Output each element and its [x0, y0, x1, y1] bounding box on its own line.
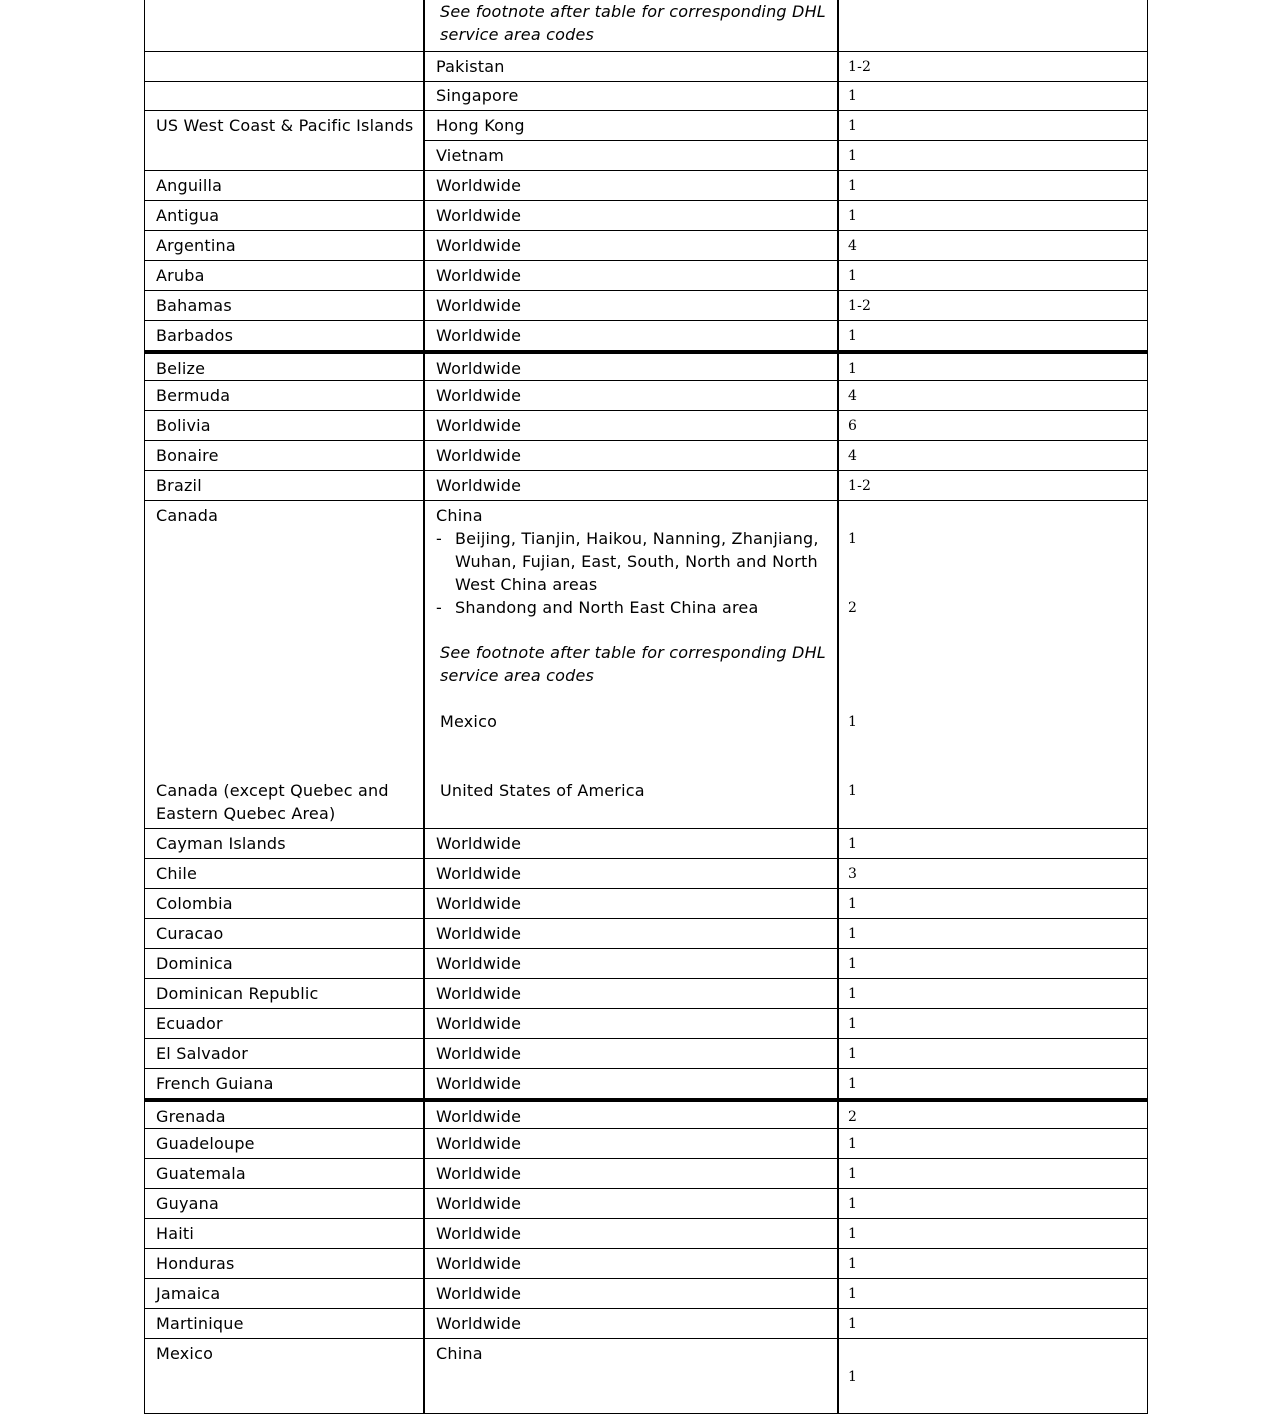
destination-cell: [425, 171, 839, 200]
destination-cell: [425, 52, 839, 81]
value-text: 1: [848, 836, 858, 852]
origin-cell: [145, 1189, 425, 1218]
value-text: 1: [848, 956, 858, 972]
value-cell: [839, 979, 1147, 1008]
value-text: 3: [848, 866, 858, 882]
origin-text: Guyana: [156, 1194, 219, 1213]
origin-text: Bonaire: [156, 446, 219, 465]
origin-text: Ecuador: [156, 1014, 223, 1033]
origin-cell: [145, 949, 425, 978]
destination-cell: [425, 949, 839, 978]
destination-text: Worldwide: [436, 954, 522, 973]
destination-text: Worldwide: [436, 1224, 522, 1243]
value-text: 1: [848, 1166, 858, 1182]
destination-text: Worldwide: [436, 1044, 522, 1063]
table-row: [144, 919, 1148, 949]
destination-cell: [425, 919, 839, 948]
origin-cell: [145, 411, 425, 440]
value-cell: [839, 381, 1147, 410]
destination-cell: [425, 354, 839, 380]
destination-text: Pakistan: [436, 57, 505, 76]
value-cell: [839, 1039, 1147, 1068]
origin-cell: [145, 829, 425, 858]
table-row: [144, 261, 1148, 291]
destination-cell: [425, 1219, 839, 1248]
value-text: 2: [848, 1109, 858, 1125]
origin-cell: [145, 1219, 425, 1248]
origin-cell: [145, 1249, 425, 1278]
destination-text: China: [436, 1344, 483, 1363]
destination-text: Worldwide: [436, 296, 522, 315]
origin-cell: [145, 1009, 425, 1038]
origin-text: Canada: [156, 506, 219, 525]
destination-cell: [425, 411, 839, 440]
value-cell: [839, 1129, 1147, 1158]
destination-text: Worldwide: [436, 1074, 522, 1093]
destination-text: United States of America: [440, 781, 645, 800]
value-text: 1: [848, 328, 858, 344]
value-cell: [839, 201, 1147, 230]
origin-cell: [145, 889, 425, 918]
value-cell: [839, 141, 1147, 170]
origin-text: Jamaica: [156, 1284, 221, 1303]
table-row: [144, 231, 1148, 261]
destination-cell: [425, 889, 839, 918]
table-row: [144, 411, 1148, 441]
table-row: [144, 1039, 1148, 1069]
value-cell: [839, 501, 1147, 828]
bullet-text: Wuhan, Fujian, East, South, North and North: [455, 552, 818, 571]
origin-cell: [145, 441, 425, 470]
origin-cell: [145, 82, 425, 110]
value-text: 1: [848, 783, 858, 799]
destination-cell: [425, 1249, 839, 1278]
bullet-text: Shandong and North East China area: [455, 598, 759, 617]
origin-text: Belize: [156, 359, 206, 378]
destination-cell: [425, 1009, 839, 1038]
bullet-dash: -: [436, 598, 442, 617]
origin-text: Guatemala: [156, 1164, 246, 1183]
destination-text: Worldwide: [436, 1107, 522, 1126]
origin-cell: [145, 1039, 425, 1068]
destination-text: Worldwide: [436, 1014, 522, 1033]
value-text: 1: [848, 1226, 858, 1242]
origin-text: Barbados: [156, 326, 234, 345]
value-cell: [839, 231, 1147, 260]
origin-cell: [145, 1159, 425, 1188]
origin-cell: [145, 171, 425, 200]
destination-text: China: [436, 506, 483, 525]
footnote-note: service area codes: [440, 25, 595, 44]
destination-cell: [425, 1339, 839, 1413]
table-row: [144, 441, 1148, 471]
value-text: 1: [848, 1369, 858, 1385]
value-text: 6: [848, 418, 858, 434]
origin-text: French Guiana: [156, 1074, 274, 1093]
value-text: 1: [848, 268, 858, 284]
value-cell: [839, 1189, 1147, 1218]
table-row: [144, 979, 1148, 1009]
bullet-dash: -: [436, 529, 442, 548]
destination-cell: [425, 111, 839, 140]
table-row: [144, 201, 1148, 231]
table-row: [144, 0, 1148, 52]
origin-cell: [145, 1129, 425, 1158]
value-cell: [839, 471, 1147, 500]
destination-text: Worldwide: [436, 894, 522, 913]
table-row: [144, 1309, 1148, 1339]
value-text: 1-2: [848, 59, 872, 75]
table-row: [144, 1009, 1148, 1039]
value-text: 4: [848, 448, 858, 464]
destination-cell: [425, 321, 839, 350]
destination-cell: [425, 829, 839, 858]
value-text: 1: [848, 986, 858, 1002]
table-row: [144, 1099, 1148, 1129]
destination-cell: [425, 82, 839, 110]
destination-text: Worldwide: [436, 1164, 522, 1183]
origin-text: Bermuda: [156, 386, 231, 405]
destination-text: Mexico: [440, 712, 498, 731]
origin-text: Guadeloupe: [156, 1134, 255, 1153]
value-cell: [839, 321, 1147, 350]
value-cell: [839, 1102, 1147, 1128]
destination-text: Worldwide: [436, 386, 522, 405]
origin-cell: [145, 381, 425, 410]
destination-text: Worldwide: [436, 924, 522, 943]
origin-cell: [145, 501, 425, 828]
destination-cell: [425, 141, 839, 170]
destination-cell: [425, 1039, 839, 1068]
value-cell: [839, 1249, 1147, 1278]
origin-text: Bolivia: [156, 416, 211, 435]
value-text: 1: [848, 1136, 858, 1152]
value-cell: [839, 829, 1147, 858]
value-cell: [839, 82, 1147, 110]
value-cell: [839, 1339, 1147, 1413]
value-text: 1: [848, 148, 858, 164]
destination-text: Worldwide: [436, 834, 522, 853]
destination-cell: [425, 261, 839, 290]
table-row: [144, 829, 1148, 859]
origin-text: Mexico: [156, 1344, 214, 1363]
table-row: [144, 949, 1148, 979]
origin-cell: [145, 201, 425, 230]
table-row: [144, 1219, 1148, 1249]
origin-text: Bahamas: [156, 296, 232, 315]
value-cell: [839, 1309, 1147, 1338]
destination-text: Worldwide: [436, 1314, 522, 1333]
table-row: [144, 471, 1148, 501]
table-row: [144, 82, 1148, 111]
destination-cell: [425, 859, 839, 888]
value-text: 1: [848, 1076, 858, 1092]
value-text: 1: [848, 531, 858, 547]
destination-text: Worldwide: [436, 326, 522, 345]
table-row: [144, 321, 1148, 351]
destination-text: Worldwide: [436, 1284, 522, 1303]
origin-text: Anguilla: [156, 176, 223, 195]
value-text: 1: [848, 1016, 858, 1032]
value-text: 1: [848, 1316, 858, 1332]
table-row: [144, 171, 1148, 201]
table-row: [144, 1189, 1148, 1219]
destination-text: Worldwide: [436, 236, 522, 255]
value-cell: [839, 859, 1147, 888]
table-row: [144, 1159, 1148, 1189]
value-text: 1: [848, 88, 858, 104]
table-row: [144, 859, 1148, 889]
origin-cell: [145, 291, 425, 320]
origin-text: Aruba: [156, 266, 205, 285]
destination-text: Worldwide: [436, 476, 522, 495]
destination-cell: [425, 979, 839, 1008]
bullet-text: Beijing, Tianjin, Haikou, Nanning, Zhanjiang,: [455, 529, 819, 548]
value-text: 1: [848, 1256, 858, 1272]
origin-cell: [145, 919, 425, 948]
origin-cell: [145, 111, 425, 170]
origin-text: Grenada: [156, 1107, 226, 1126]
destination-text: Worldwide: [436, 1254, 522, 1273]
destination-cell: [425, 1129, 839, 1158]
origin-cell: [145, 321, 425, 350]
value-text: 1-2: [848, 478, 872, 494]
destination-text: Singapore: [436, 86, 519, 105]
destination-text: Worldwide: [436, 1134, 522, 1153]
shipping-table: [144, 0, 1148, 1414]
destination-text: Vietnam: [436, 146, 505, 165]
destination-cell: [425, 1189, 839, 1218]
value-text: 1: [848, 118, 858, 134]
destination-text: Worldwide: [436, 359, 522, 378]
origin-text: Canada (except Quebec and: [156, 781, 389, 800]
destination-cell: [425, 201, 839, 230]
table-row: [144, 52, 1148, 82]
value-cell: [839, 1159, 1147, 1188]
table-row: [425, 141, 1147, 170]
origin-text: Curacao: [156, 924, 224, 943]
origin-cell: [145, 1279, 425, 1308]
origin-cell: [145, 261, 425, 290]
origin-text: Haiti: [156, 1224, 194, 1243]
value-text: 1: [848, 1046, 858, 1062]
value-cell: [839, 889, 1147, 918]
value-text: 4: [848, 238, 858, 254]
destination-cell: [425, 0, 839, 51]
value-cell: [839, 441, 1147, 470]
value-cell: [839, 411, 1147, 440]
value-text: 2: [848, 600, 858, 616]
destination-text: Worldwide: [436, 446, 522, 465]
origin-text: Argentina: [156, 236, 236, 255]
value-cell: [839, 0, 1147, 51]
value-text: 1: [848, 361, 858, 377]
value-text: 1: [848, 896, 858, 912]
value-text: 1-2: [848, 298, 872, 314]
value-text: 1: [848, 1196, 858, 1212]
destination-text: Worldwide: [436, 416, 522, 435]
value-text: 4: [848, 388, 858, 404]
destination-cell: [425, 381, 839, 410]
destination-cell: [425, 291, 839, 320]
destination-text: Worldwide: [436, 1194, 522, 1213]
origin-cell: [145, 859, 425, 888]
table-row: [144, 381, 1148, 411]
footnote-note: service area codes: [440, 666, 595, 685]
table-row-mexico: [144, 1339, 1148, 1414]
value-cell: [839, 52, 1147, 81]
value-text: 1: [848, 926, 858, 942]
value-text: 1: [848, 178, 858, 194]
destination-text: Worldwide: [436, 176, 522, 195]
table-row: [144, 1129, 1148, 1159]
destination-cell: [425, 1309, 839, 1338]
table-row: [144, 1069, 1148, 1099]
origin-cell: [145, 52, 425, 81]
origin-cell: [145, 1102, 425, 1128]
value-cell: [839, 1069, 1147, 1098]
destination-text: Worldwide: [436, 266, 522, 285]
value-text: 1: [848, 1286, 858, 1302]
destination-cell: [425, 441, 839, 470]
value-cell: [839, 261, 1147, 290]
origin-cell: [145, 354, 425, 380]
origin-text: Chile: [156, 864, 198, 883]
origin-cell: [145, 1339, 425, 1413]
destination-text: Worldwide: [436, 864, 522, 883]
origin-text: Brazil: [156, 476, 202, 495]
origin-text: US West Coast & Pacific Islands: [156, 116, 414, 135]
origin-text: Dominica: [156, 954, 233, 973]
origin-cell: [145, 471, 425, 500]
destination-cell: [425, 1279, 839, 1308]
destination-cell: [425, 471, 839, 500]
origin-text: Cayman Islands: [156, 834, 286, 853]
origin-text: Eastern Quebec Area): [156, 804, 336, 823]
origin-cell: [145, 1309, 425, 1338]
origin-text: El Salvador: [156, 1044, 249, 1063]
destination-cell: [425, 501, 839, 828]
origin-text: Honduras: [156, 1254, 235, 1273]
table-row: [144, 1279, 1148, 1309]
value-cell: [839, 354, 1147, 380]
value-text: 1: [848, 208, 858, 224]
destination-text: Worldwide: [436, 984, 522, 1003]
destination-cell: [425, 1069, 839, 1098]
origin-cell: [145, 979, 425, 1008]
value-cell: [839, 949, 1147, 978]
value-cell: [839, 1279, 1147, 1308]
table-row: [425, 111, 1147, 141]
origin-cell: [145, 0, 425, 51]
table-group-us-west: [144, 111, 1148, 171]
table-row: [144, 351, 1148, 381]
value-cell: [839, 1009, 1147, 1038]
destination-cell: [425, 1159, 839, 1188]
origin-text: Antigua: [156, 206, 220, 225]
value-cell: [839, 111, 1147, 140]
origin-cell: [145, 1069, 425, 1098]
destination-cell: [425, 1102, 839, 1128]
footnote-note: See footnote after table for corresponding DHL: [440, 2, 826, 21]
table-row: [144, 291, 1148, 321]
value-cell: [839, 1219, 1147, 1248]
destination-text: Worldwide: [436, 206, 522, 225]
origin-text: Dominican Republic: [156, 984, 319, 1003]
table-row-canada: [144, 501, 1148, 829]
origin-cell: [145, 231, 425, 260]
table-row: [144, 1249, 1148, 1279]
origin-text: Martinique: [156, 1314, 244, 1333]
value-cell: [839, 171, 1147, 200]
footnote-note: See footnote after table for corresponding DHL: [440, 643, 826, 662]
value-text: 1: [848, 714, 858, 730]
destination-cell: [425, 231, 839, 260]
destination-text: Hong Kong: [436, 116, 525, 135]
value-cell: [839, 291, 1147, 320]
table-row: [144, 889, 1148, 919]
bullet-text: West China areas: [455, 575, 598, 594]
origin-text: Colombia: [156, 894, 233, 913]
value-cell: [839, 919, 1147, 948]
